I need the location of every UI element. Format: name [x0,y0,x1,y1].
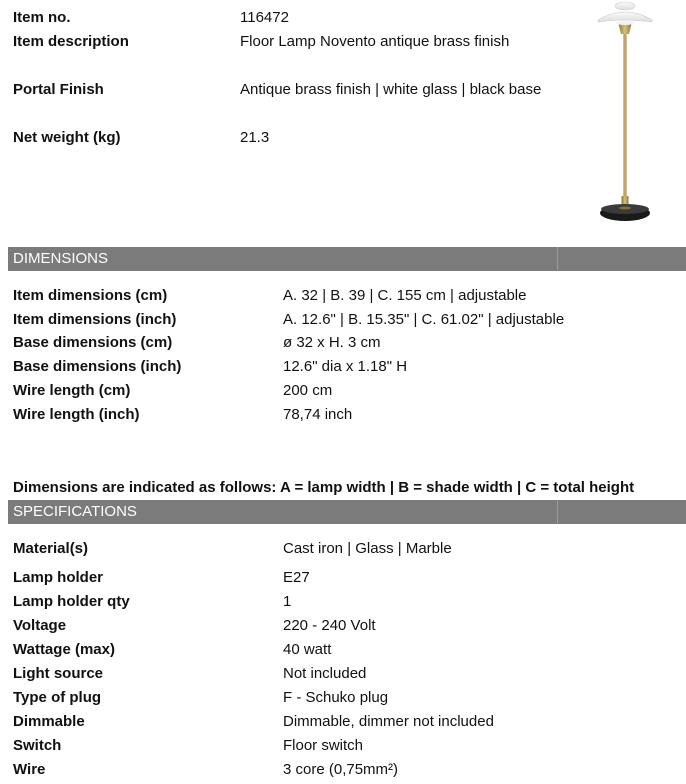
info-row-portal-finish [13,78,673,102]
table-row [13,284,673,308]
row-value: A. 32 | B. 39 | C. 155 cm | adjustable [283,287,527,304]
table-row [13,379,673,403]
info-row-item-no [13,6,673,30]
row-value: 3 core (0,75mm²) [283,761,399,778]
info-label: Item no. [13,9,71,26]
row-label: Item dimensions (inch) [13,311,177,328]
info-label: Item description [13,33,129,50]
info-value: Antique brass finish | white glass | black base [240,81,542,98]
row-value: Floor switch [283,737,364,754]
row-label: Lamp holder [13,569,104,586]
table-row [13,662,673,686]
row-label: Lamp holder qty [13,593,130,610]
row-label: Wire length (cm) [13,382,131,399]
table-row [13,734,673,758]
row-value: 12.6" dia x 1.18" H [283,358,408,375]
info-label: Portal Finish [13,81,104,98]
row-value: Not included [283,665,367,682]
row-label: Wattage (max) [13,641,115,658]
row-value: Cast iron | Glass | Marble [283,540,452,557]
table-row [13,537,673,561]
row-value: E27 [283,569,310,586]
table-row [13,638,673,662]
divider [557,500,558,524]
row-value: 1 [283,593,292,610]
row-value: 200 cm [283,382,333,399]
row-label: Base dimensions (cm) [13,334,173,351]
info-value: 21.3 [240,129,270,146]
table-row [13,355,673,379]
table-row [13,614,673,638]
row-label: Wire [13,761,46,778]
row-value: F - Schuko plug [283,689,389,706]
row-value: 78,74 inch [283,406,353,423]
dimensions-section-header [8,247,686,271]
row-value: Dimmable, dimmer not included [283,713,494,730]
row-value: ø 32 x H. 3 cm [283,334,381,351]
row-label: Base dimensions (inch) [13,358,182,375]
info-row-item-description [13,30,673,54]
table-row [13,308,673,332]
row-value: 40 watt [283,641,332,658]
info-label: Net weight (kg) [13,129,121,146]
row-label: Switch [13,737,62,754]
info-value: Floor Lamp Novento antique brass finish [240,33,510,50]
info-row-net-weight [13,126,673,150]
row-label: Material(s) [13,540,89,557]
table-row [13,566,673,590]
table-row [13,758,673,782]
table-row [13,590,673,614]
table-row [13,710,673,734]
table-row [13,686,673,710]
row-label: Type of plug [13,689,102,706]
row-label: Light source [13,665,104,682]
row-value: A. 12.6" | B. 15.35" | C. 61.02" | adjustable [283,311,565,328]
divider [557,247,558,271]
row-label: Wire length (inch) [13,406,140,423]
row-label: Voltage [13,617,67,634]
info-value: 116472 [240,9,289,26]
section-title: SPECIFICATIONS [13,503,137,520]
table-row [13,403,673,427]
section-title: DIMENSIONS [13,250,109,267]
specifications-section-header [8,500,686,524]
floor-lamp-image [594,0,656,225]
table-row [13,331,673,355]
row-label: Item dimensions (cm) [13,287,168,304]
row-label: Dimmable [13,713,85,730]
dimensions-note: Dimensions are indicated as follows: A = lamp width | B = shade width | C = total height [13,479,635,496]
row-value: 220 - 240 Volt [283,617,376,634]
